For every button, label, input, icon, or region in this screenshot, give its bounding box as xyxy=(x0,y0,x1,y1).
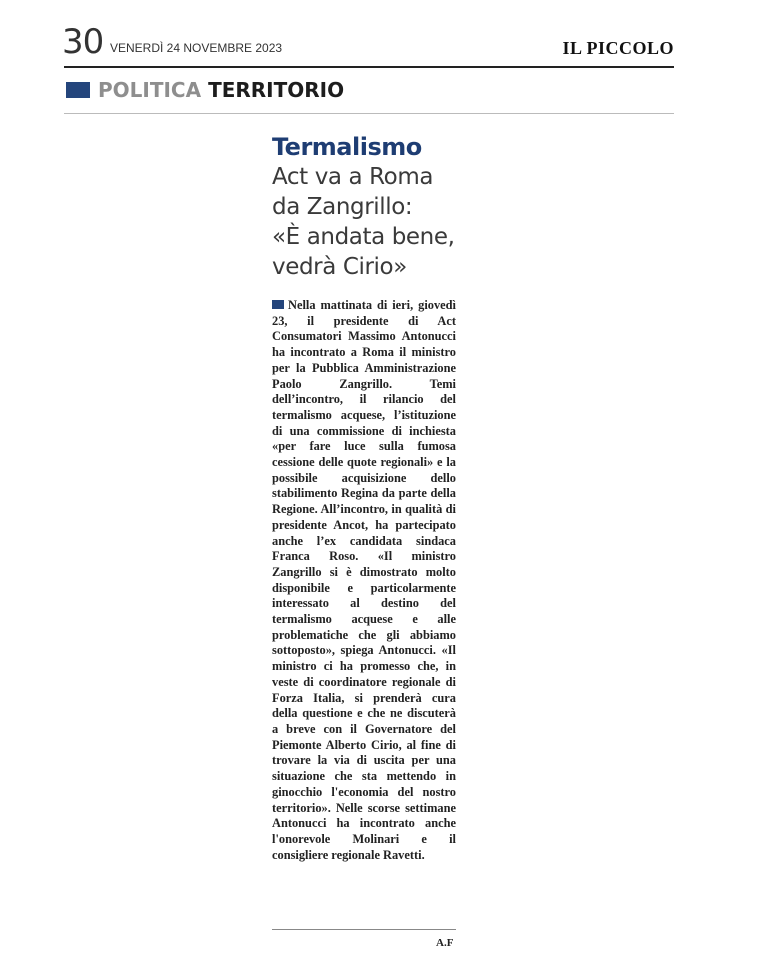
headline-line: da Zangrillo: xyxy=(272,194,413,220)
issue-date: VENERDÌ 24 NOVEMBRE 2023 xyxy=(110,41,283,55)
headline-line: «È andata bene, xyxy=(272,224,455,250)
article-end-rule xyxy=(272,929,456,930)
section-label-secondary: TERRITORIO xyxy=(208,78,345,102)
article-body xyxy=(272,298,456,863)
header-rule xyxy=(64,66,674,68)
article-kicker: Termalismo xyxy=(272,133,422,161)
masthead: IL PICCOLO xyxy=(562,38,674,58)
article-body-text: Nella mattinata di ieri, giovedì 23, il presidente di Act Consumatori Massimo Antonucci ha incontrato a Roma il ministro per la Pubblica Amministrazione Paolo Zangrillo. Temi dell’incontro, il rilancio del termalismo acquese, l’istituzione di una commissione di inchiesta «per fare luce sulla fumosa cessione delle quote regionali» e la possibile acquisizione dello stabilimento Regina da parte della Regione. All’incontro, in qualità di presidente Ancot, ha partecipato anche l’ex candidata sindaca Franca Roso. «Il ministro Zangrillo si è dimostrato molto disponibile e particolarmente interessato al destino del termalismo acquese e alle problematiche che gli abbiamo sottoposto», spiega Antonucci. «Il ministro ci ha promesso che, in veste di coordinatore regionale di Forza Italia, si prenderà cura della questione e che ne discuterà a breve con il Governatore del Piemonte Alberto Cirio, al fine di trovare la via di uscita per una situazione che sta mettendo in ginocchio l'economia del nostro territorio». Nelle scorse settimane Antonucci ha incontrato anche l'onorevole Molinari e il consigliere regionale Ravetti. xyxy=(272,298,456,862)
headline-line: Act va a Roma xyxy=(272,164,434,190)
body-start-marker-icon xyxy=(272,300,284,309)
article-headline xyxy=(272,162,482,282)
section-label xyxy=(98,78,344,102)
section-rule xyxy=(64,113,674,114)
headline-line: vedrà Cirio» xyxy=(272,254,407,280)
author-signature: A.F xyxy=(436,937,454,949)
page-number: 30 xyxy=(62,22,104,62)
section-marker-icon xyxy=(66,82,90,98)
section-label-primary: POLITICA xyxy=(98,78,202,102)
